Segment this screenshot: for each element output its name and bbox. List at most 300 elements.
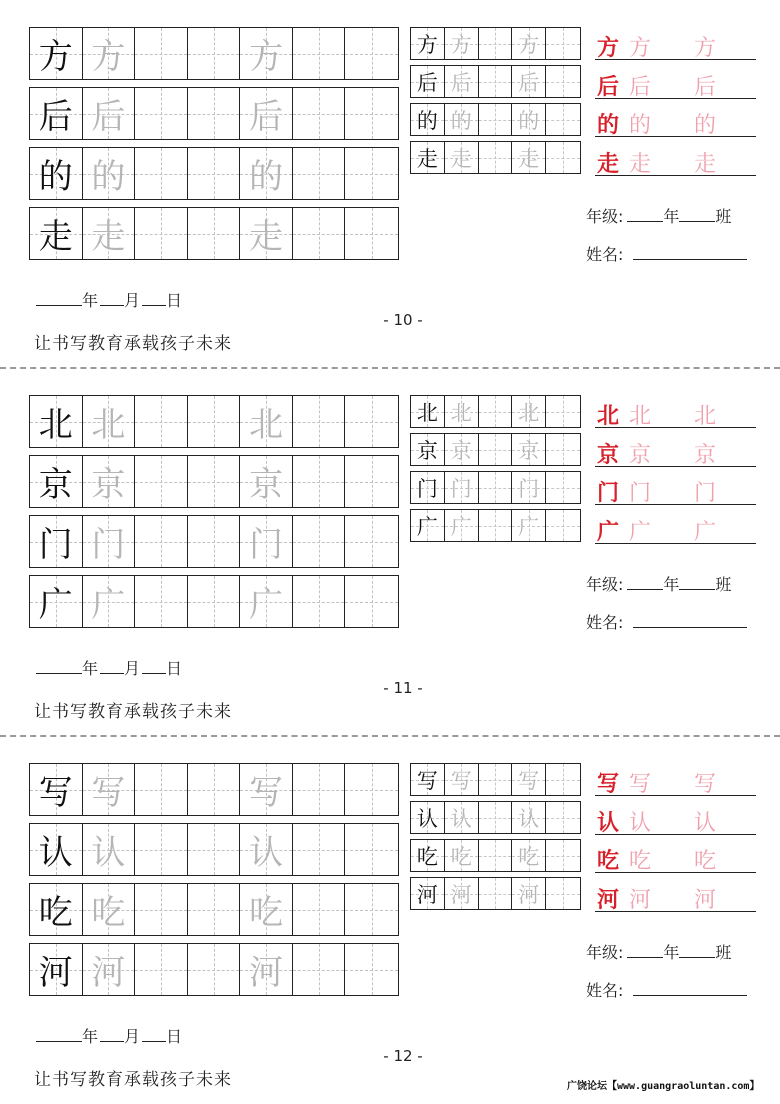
small-practice-cell[interactable]	[512, 878, 546, 909]
year-blank[interactable]	[36, 304, 82, 306]
red-practice-line	[595, 66, 756, 99]
pink-trace-character: 门	[629, 481, 652, 506]
practice-cell[interactable]	[293, 396, 346, 447]
practice-cell[interactable]	[30, 208, 83, 259]
red-model-character: 门	[597, 480, 620, 506]
small-practice-cell[interactable]	[512, 802, 546, 833]
practice-cell[interactable]	[83, 944, 136, 995]
model-character: 认	[416, 806, 438, 831]
practice-cell[interactable]	[240, 764, 293, 815]
practice-cell[interactable]	[345, 824, 398, 875]
practice-cell[interactable]	[30, 944, 83, 995]
red-model-character: 广	[597, 519, 620, 545]
trace-character: 北	[91, 405, 126, 445]
small-practice-cell[interactable]	[445, 472, 479, 503]
class-label: 班	[715, 207, 732, 226]
small-practice-cell[interactable]	[479, 510, 513, 541]
pink-trace-character: 走	[629, 152, 652, 177]
small-practice-cell[interactable]	[445, 878, 479, 909]
pink-trace-character: 走	[694, 152, 717, 177]
practice-cell[interactable]	[188, 208, 241, 259]
class-blank[interactable]	[679, 588, 715, 590]
practice-cell[interactable]	[83, 516, 136, 567]
pink-trace-character: 门	[694, 481, 717, 506]
small-practice-cell[interactable]	[479, 840, 513, 871]
practice-cell[interactable]	[188, 516, 241, 567]
small-practice-row	[410, 141, 581, 174]
name-label: 姓名:	[586, 613, 624, 632]
small-practice-cell[interactable]	[445, 28, 479, 59]
small-practice-cell[interactable]	[479, 396, 513, 427]
practice-cell[interactable]	[83, 28, 136, 79]
trace-character: 河	[450, 882, 472, 907]
practice-cell[interactable]	[135, 28, 188, 79]
red-model-character: 吃	[597, 848, 620, 874]
model-character: 门	[416, 476, 438, 501]
trace-character: 写	[450, 768, 472, 793]
trace-character: 广	[249, 585, 284, 625]
trace-character: 京	[450, 438, 472, 463]
trace-character: 门	[518, 476, 540, 501]
red-practice-line	[595, 472, 756, 505]
model-character: 北	[38, 405, 73, 445]
practice-section	[0, 0, 780, 368]
trace-character: 的	[249, 157, 284, 197]
small-practice-row	[410, 801, 581, 834]
practice-cell[interactable]	[135, 148, 188, 199]
practice-cell[interactable]	[30, 824, 83, 875]
day-blank[interactable]	[142, 672, 166, 674]
small-practice-cell[interactable]	[512, 66, 546, 97]
small-practice-cell[interactable]	[411, 840, 445, 871]
small-practice-cell[interactable]	[546, 28, 580, 59]
trace-character: 广	[450, 514, 472, 539]
small-practice-cell[interactable]	[445, 396, 479, 427]
practice-cell[interactable]	[293, 516, 346, 567]
big-practice-row	[29, 87, 399, 140]
model-character: 河	[416, 882, 438, 907]
practice-cell[interactable]	[83, 884, 136, 935]
practice-cell[interactable]	[240, 396, 293, 447]
small-practice-cell[interactable]	[546, 764, 580, 795]
model-character: 方	[38, 37, 73, 77]
small-practice-cell[interactable]	[546, 840, 580, 871]
small-practice-cell[interactable]	[479, 142, 513, 173]
small-practice-cell[interactable]	[546, 878, 580, 909]
practice-cell[interactable]	[83, 396, 136, 447]
month-label: 月	[124, 1027, 141, 1046]
pink-trace-character: 京	[694, 443, 717, 468]
practice-cell[interactable]	[293, 208, 346, 259]
slogan-text: 让书写教育承载孩子未来	[34, 334, 232, 354]
grade-class-line	[586, 940, 731, 963]
small-practice-cell[interactable]	[546, 802, 580, 833]
name-line	[586, 242, 747, 265]
practice-cell[interactable]	[345, 88, 398, 139]
practice-cell[interactable]	[293, 148, 346, 199]
practice-cell[interactable]	[240, 28, 293, 79]
practice-cell[interactable]	[188, 456, 241, 507]
practice-cell[interactable]	[135, 456, 188, 507]
page-number: - 12 -	[383, 1047, 423, 1065]
small-practice-cell[interactable]	[411, 764, 445, 795]
red-practice-line	[595, 143, 756, 176]
small-practice-cell[interactable]	[411, 472, 445, 503]
name-blank[interactable]	[633, 258, 747, 260]
practice-cell[interactable]	[293, 88, 346, 139]
practice-cell[interactable]	[293, 28, 346, 79]
practice-cell[interactable]	[240, 208, 293, 259]
practice-cell[interactable]	[293, 456, 346, 507]
small-practice-cell[interactable]	[512, 472, 546, 503]
small-practice-row	[410, 509, 581, 542]
practice-cell[interactable]	[345, 764, 398, 815]
practice-cell[interactable]	[240, 944, 293, 995]
practice-cell[interactable]	[345, 396, 398, 447]
grade-blank[interactable]	[627, 956, 663, 958]
small-practice-cell[interactable]	[479, 104, 513, 135]
trace-character: 写	[249, 773, 284, 813]
trace-character: 后	[450, 70, 472, 95]
small-practice-cell[interactable]	[445, 104, 479, 135]
practice-cell[interactable]	[345, 456, 398, 507]
practice-cell[interactable]	[30, 396, 83, 447]
big-practice-row	[29, 395, 399, 448]
trace-character: 的	[450, 108, 472, 133]
pink-trace-character: 广	[694, 520, 717, 545]
model-character: 后	[38, 97, 73, 137]
practice-cell[interactable]	[345, 28, 398, 79]
trace-character: 走	[249, 217, 284, 257]
practice-cell[interactable]	[30, 576, 83, 627]
practice-cell[interactable]	[83, 764, 136, 815]
trace-character: 的	[518, 108, 540, 133]
small-practice-cell[interactable]	[546, 472, 580, 503]
practice-cell[interactable]	[345, 516, 398, 567]
trace-character: 吃	[249, 893, 284, 933]
pink-trace-character: 河	[694, 888, 717, 913]
grade-blank[interactable]	[627, 220, 663, 222]
big-practice-row	[29, 27, 399, 80]
pink-trace-character: 广	[629, 520, 652, 545]
month-blank[interactable]	[100, 304, 124, 306]
grade-label: 年级:	[586, 943, 624, 962]
grade-label: 年级:	[586, 575, 624, 594]
small-practice-cell[interactable]	[445, 802, 479, 833]
small-practice-cell[interactable]	[445, 434, 479, 465]
small-practice-cell[interactable]	[445, 764, 479, 795]
name-label: 姓名:	[586, 245, 624, 264]
practice-cell[interactable]	[83, 456, 136, 507]
small-practice-cell[interactable]	[445, 66, 479, 97]
practice-cell[interactable]	[240, 456, 293, 507]
page-number: - 10 -	[383, 311, 423, 329]
class-blank[interactable]	[679, 956, 715, 958]
practice-cell[interactable]	[345, 576, 398, 627]
practice-cell[interactable]	[240, 148, 293, 199]
big-practice-row	[29, 455, 399, 508]
year-blank[interactable]	[36, 1040, 82, 1042]
model-character: 京	[38, 465, 73, 505]
small-practice-cell[interactable]	[546, 434, 580, 465]
pink-trace-character: 河	[629, 888, 652, 913]
big-practice-row	[29, 515, 399, 568]
practice-cell[interactable]	[83, 88, 136, 139]
red-practice-line	[595, 511, 756, 544]
practice-cell[interactable]	[188, 884, 241, 935]
small-practice-cell[interactable]	[546, 104, 580, 135]
name-blank[interactable]	[633, 626, 747, 628]
pink-trace-character: 后	[694, 75, 717, 100]
trace-character: 的	[91, 157, 126, 197]
practice-cell[interactable]	[188, 764, 241, 815]
model-character: 方	[416, 32, 438, 57]
trace-character: 门	[249, 525, 284, 565]
practice-cell[interactable]	[345, 884, 398, 935]
grade-blank[interactable]	[627, 588, 663, 590]
practice-cell[interactable]	[188, 944, 241, 995]
small-practice-cell[interactable]	[479, 802, 513, 833]
pink-trace-character: 认	[629, 811, 652, 836]
practice-cell[interactable]	[30, 88, 83, 139]
trace-character: 认	[450, 806, 472, 831]
small-practice-cell[interactable]	[411, 104, 445, 135]
small-practice-cell[interactable]	[546, 396, 580, 427]
small-practice-cell[interactable]	[411, 802, 445, 833]
small-practice-cell[interactable]	[512, 104, 546, 135]
small-practice-row	[410, 839, 581, 872]
practice-cell[interactable]	[240, 824, 293, 875]
pink-trace-character: 京	[629, 443, 652, 468]
trace-character: 走	[450, 146, 472, 171]
slogan-text: 让书写教育承载孩子未来	[34, 1070, 232, 1090]
small-practice-cell[interactable]	[411, 510, 445, 541]
year-label: 年	[82, 1027, 99, 1046]
model-character: 走	[416, 146, 438, 171]
practice-section	[0, 368, 780, 736]
small-practice-row	[410, 65, 581, 98]
day-blank[interactable]	[142, 304, 166, 306]
trace-character: 吃	[450, 844, 472, 869]
trace-character: 写	[518, 768, 540, 793]
red-model-character: 京	[597, 442, 620, 468]
practice-cell[interactable]	[135, 884, 188, 935]
small-practice-cell[interactable]	[445, 510, 479, 541]
practice-cell[interactable]	[135, 944, 188, 995]
pink-trace-character: 北	[694, 404, 717, 429]
pink-trace-character: 吃	[629, 849, 652, 874]
red-model-character: 方	[597, 35, 620, 61]
pink-trace-character: 吃	[694, 849, 717, 874]
red-model-character: 走	[597, 151, 620, 177]
small-practice-cell[interactable]	[479, 28, 513, 59]
practice-cell[interactable]	[30, 884, 83, 935]
practice-cell[interactable]	[293, 824, 346, 875]
small-practice-row	[410, 103, 581, 136]
practice-cell[interactable]	[345, 208, 398, 259]
small-practice-cell[interactable]	[479, 764, 513, 795]
small-practice-cell[interactable]	[411, 28, 445, 59]
site-footer: 广饶论坛【www.guangraoluntan.com】	[567, 1081, 760, 1092]
red-practice-line	[595, 434, 756, 467]
red-practice-line	[595, 27, 756, 60]
small-practice-cell[interactable]	[479, 472, 513, 503]
practice-cell[interactable]	[135, 824, 188, 875]
trace-character: 河	[249, 953, 284, 993]
practice-cell[interactable]	[188, 28, 241, 79]
date-line	[36, 656, 182, 679]
small-practice-cell[interactable]	[546, 66, 580, 97]
small-practice-cell[interactable]	[546, 142, 580, 173]
practice-cell[interactable]	[83, 208, 136, 259]
practice-cell[interactable]	[293, 764, 346, 815]
red-model-character: 写	[597, 771, 620, 797]
practice-cell[interactable]	[240, 88, 293, 139]
model-character: 河	[38, 953, 73, 993]
practice-cell[interactable]	[135, 396, 188, 447]
trace-character: 走	[518, 146, 540, 171]
red-model-character: 认	[597, 810, 620, 836]
day-blank[interactable]	[142, 1040, 166, 1042]
model-character: 吃	[416, 844, 438, 869]
small-practice-cell[interactable]	[546, 510, 580, 541]
model-character: 门	[38, 525, 73, 565]
small-practice-cell[interactable]	[512, 396, 546, 427]
practice-cell[interactable]	[188, 396, 241, 447]
practice-cell[interactable]	[345, 944, 398, 995]
small-practice-cell[interactable]	[512, 28, 546, 59]
practice-cell[interactable]	[345, 148, 398, 199]
trace-character: 北	[518, 400, 540, 425]
practice-cell[interactable]	[30, 148, 83, 199]
practice-cell[interactable]	[188, 88, 241, 139]
model-character: 认	[38, 833, 73, 873]
day-label: 日	[166, 1027, 183, 1046]
trace-character: 北	[249, 405, 284, 445]
small-practice-cell[interactable]	[411, 396, 445, 427]
trace-character: 京	[518, 438, 540, 463]
small-practice-cell[interactable]	[411, 878, 445, 909]
month-label: 月	[124, 291, 141, 310]
model-character: 的	[416, 108, 438, 133]
small-practice-cell[interactable]	[411, 434, 445, 465]
date-line	[36, 288, 182, 311]
practice-cell[interactable]	[30, 456, 83, 507]
model-character: 后	[416, 70, 438, 95]
trace-character: 写	[91, 773, 126, 813]
year-blank[interactable]	[36, 672, 82, 674]
class-blank[interactable]	[679, 220, 715, 222]
trace-character: 广	[91, 585, 126, 625]
year-label: 年	[663, 207, 680, 226]
name-line	[586, 978, 747, 1001]
trace-character: 后	[249, 97, 284, 137]
pink-trace-character: 北	[629, 404, 652, 429]
month-blank[interactable]	[100, 1040, 124, 1042]
small-practice-cell[interactable]	[512, 434, 546, 465]
class-label: 班	[715, 943, 732, 962]
trace-character: 认	[518, 806, 540, 831]
name-label: 姓名:	[586, 981, 624, 1000]
grade-label: 年级:	[586, 207, 624, 226]
big-practice-row	[29, 207, 399, 260]
practice-cell[interactable]	[188, 576, 241, 627]
practice-cell[interactable]	[135, 516, 188, 567]
month-blank[interactable]	[100, 672, 124, 674]
pink-trace-character: 方	[694, 36, 717, 61]
small-practice-row	[410, 27, 581, 60]
small-practice-cell[interactable]	[512, 142, 546, 173]
model-character: 写	[38, 773, 73, 813]
practice-cell[interactable]	[135, 764, 188, 815]
practice-cell[interactable]	[135, 576, 188, 627]
trace-character: 吃	[91, 893, 126, 933]
name-line	[586, 610, 747, 633]
name-blank[interactable]	[633, 994, 747, 996]
trace-character: 河	[91, 953, 126, 993]
practice-cell[interactable]	[240, 516, 293, 567]
red-practice-line	[595, 802, 756, 835]
month-label: 月	[124, 659, 141, 678]
date-line	[36, 1024, 182, 1047]
practice-cell[interactable]	[135, 88, 188, 139]
grade-class-line	[586, 572, 731, 595]
big-practice-row	[29, 943, 399, 996]
small-practice-cell[interactable]	[479, 434, 513, 465]
small-practice-cell[interactable]	[479, 66, 513, 97]
trace-character: 走	[91, 217, 126, 257]
small-practice-row	[410, 433, 581, 466]
small-practice-cell[interactable]	[512, 840, 546, 871]
class-label: 班	[715, 575, 732, 594]
model-character: 走	[38, 217, 73, 257]
practice-cell[interactable]	[83, 824, 136, 875]
practice-cell[interactable]	[83, 576, 136, 627]
trace-character: 吃	[518, 844, 540, 869]
practice-cell[interactable]	[30, 28, 83, 79]
trace-character: 广	[518, 514, 540, 539]
practice-cell[interactable]	[240, 576, 293, 627]
pink-trace-character: 后	[629, 75, 652, 100]
big-practice-row	[29, 147, 399, 200]
big-practice-row	[29, 575, 399, 628]
small-practice-cell[interactable]	[479, 878, 513, 909]
model-character: 广	[38, 585, 73, 625]
practice-cell[interactable]	[135, 208, 188, 259]
trace-character: 后	[518, 70, 540, 95]
trace-character: 北	[450, 400, 472, 425]
practice-cell[interactable]	[188, 824, 241, 875]
practice-cell[interactable]	[293, 576, 346, 627]
trace-character: 方	[518, 32, 540, 57]
trace-character: 方	[249, 37, 284, 77]
small-practice-cell[interactable]	[445, 840, 479, 871]
practice-cell[interactable]	[293, 944, 346, 995]
small-practice-cell[interactable]	[512, 510, 546, 541]
model-character: 北	[416, 400, 438, 425]
practice-cell[interactable]	[293, 884, 346, 935]
practice-cell[interactable]	[30, 764, 83, 815]
red-practice-line	[595, 840, 756, 873]
small-practice-cell[interactable]	[512, 764, 546, 795]
practice-cell[interactable]	[240, 884, 293, 935]
practice-cell[interactable]	[83, 148, 136, 199]
practice-cell[interactable]	[30, 516, 83, 567]
small-practice-cell[interactable]	[445, 142, 479, 173]
practice-cell[interactable]	[188, 148, 241, 199]
small-practice-cell[interactable]	[411, 66, 445, 97]
small-practice-cell[interactable]	[411, 142, 445, 173]
